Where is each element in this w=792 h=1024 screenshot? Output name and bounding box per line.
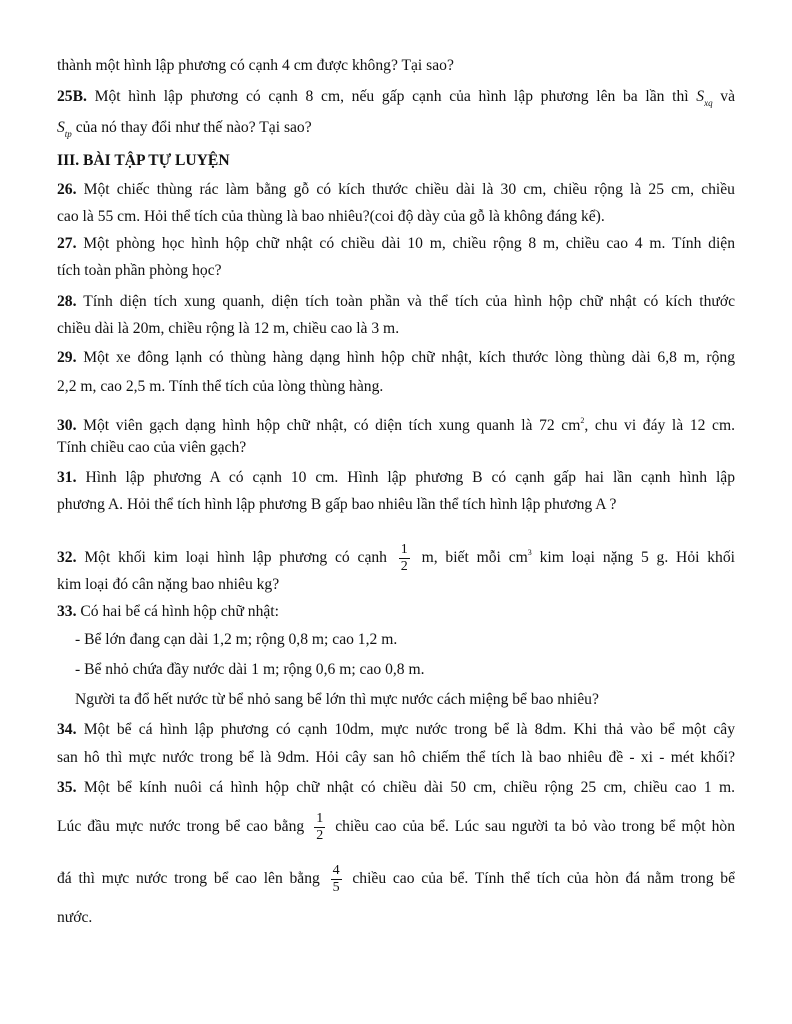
exercise-35: 35. Một bể kính nuôi cá hình hộp chữ nhật có chiều dài 50 cm, chiều rộng 25 cm, chiều cao 1 m.: [57, 779, 735, 796]
exercise-31: 31. Hình lập phương A có cạnh 10 cm. Hình lập phương B có cạnh gấp hai lần cạnh hình lập: [57, 469, 735, 486]
fraction: $\frac{4}{5}$: [332, 862, 340, 895]
fraction: $\frac{1}{2}$: [400, 541, 408, 574]
text-line: san hô thì mực nước trong bể là 9dm. Hỏi cây san hô chiếm thể tích là bao nhiêu đề - xi - mét khối?: [57, 749, 735, 766]
text-line: phương A. Hỏi thể tích hình lập phương B gấp bao nhiêu lần thể tích hình lập phương A ?: [57, 496, 617, 513]
exercise-27: 27. Một phòng học hình hộp chữ nhật có chiều dài 10 m, chiều rộng 8 m, chiều cao 4 m. Tính diện: [57, 235, 736, 252]
section-heading: III. BÀI TẬP TỰ LUYỆN: [57, 152, 230, 169]
exercise-30: 30. Một viên gạch dạng hình hộp chữ nhật, có diện tích xung quanh là 72 $cm^2$, chu vi đáy là 12 cm.: [57, 416, 735, 434]
text-line: Người ta đổ hết nước từ bể nhỏ sang bể lớn thì mực nước cách miệng bể bao nhiêu?: [75, 691, 599, 708]
text-line: chiều dài là 20m, chiều rộng là 12 m, chiều cao là 3 m.: [57, 320, 400, 337]
exercise-29: 29. Một xe đông lạnh có thùng hàng dạng hình hộp chữ nhật, kích thước lòng thùng dài 6,8 m, rộng: [57, 349, 735, 366]
list-item: - Bể lớn đang cạn dài 1,2 m; rộng 0,8 m; cao 1,2 m.: [75, 631, 398, 648]
exercise-28: 28. Tính diện tích xung quanh, diện tích toàn phần và thể tích của hình hộp chữ nhật có kích thước: [57, 293, 736, 310]
text-line: nước.: [57, 909, 93, 926]
fraction: $\frac{1}{2}$: [316, 810, 324, 843]
exercise-34: 34. Một bể cá hình lập phương có cạnh 10dm, mực nước trong bể là 8dm. Khi thả vào bể một cây: [57, 721, 735, 738]
exercise-number: 25B.: [57, 88, 87, 105]
text-line: đá thì mực nước trong bể cao lên bằng $\frac{4}{5}$ chiều cao của bể. Tính thể tích của hòn đá nằm trong bể: [57, 862, 735, 895]
exercise-32: 32. Một khối kim loại hình lập phương có cạnh $\frac{1}{2}$ m, biết mỗi $cm^3$ kim loại nặng 5 g. Hỏi khối: [57, 541, 735, 574]
text-line: Lúc đầu mực nước trong bể cao bằng $\frac{1}{2}$ chiều cao của bể. Lúc sau người ta bỏ vào trong bể một hòn: [57, 810, 735, 843]
text-line: cao là 55 cm. Hỏi thể tích của thùng là bao nhiêu?(coi độ dày của gỗ là không đáng kể).: [57, 208, 605, 225]
text-line: kim loại đó cân nặng bao nhiêu kg?: [57, 576, 280, 593]
text-line: Tính chiều cao của viên gạch?: [57, 439, 247, 456]
exercise-26: 26. Một chiếc thùng rác làm bằng gỗ có kích thước chiều dài là 30 cm, chiều rộng là 25 cm, chiều: [57, 181, 735, 198]
exercise-25b: 25B. Một hình lập phương có cạnh 8 cm, nếu gấp cạnh của hình lập phương lên ba lần thì $S_{xq}$ và: [57, 88, 736, 108]
text-line: $S_{tp}$ của nó thay đổi như thế nào? Tại sao?: [57, 119, 312, 139]
text-line: 2,2 m, cao 2,5 m. Tính thể tích của lòng thùng hàng.: [57, 378, 384, 395]
list-item: - Bể nhỏ chứa đầy nước dài 1 m; rộng 0,6 m; cao 0,8 m.: [75, 661, 425, 678]
exercise-33: 33. Có hai bể cá hình hộp chữ nhật:: [57, 603, 279, 620]
text-line: thành một hình lập phương có cạnh 4 cm được không? Tại sao?: [57, 57, 454, 74]
text-line: tích toàn phần phòng học?: [57, 262, 222, 279]
